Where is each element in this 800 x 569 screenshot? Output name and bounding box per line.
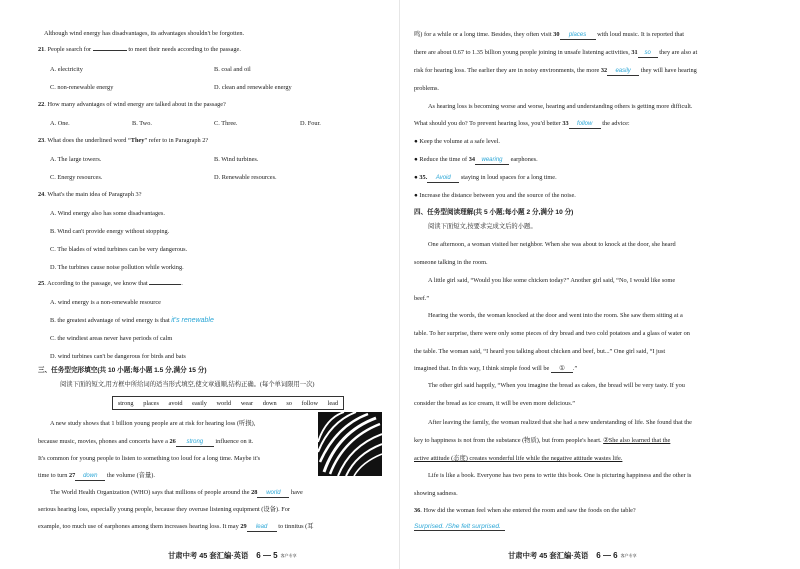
blank-number: 28	[251, 489, 258, 496]
question-text: .	[181, 280, 183, 287]
option-25-a: A. wind energy is a non-renewable resource	[50, 299, 161, 306]
handwritten-answer: Surprised. /She felt surprised.	[414, 523, 505, 531]
option-23-b: B. Wind turbines.	[214, 156, 259, 163]
question-number: 22	[38, 101, 45, 108]
story-line: someone talking in the room.	[414, 259, 488, 266]
option-25-b	[50, 316, 214, 325]
blank-number: 35	[419, 174, 426, 181]
passage-line: What should you do? To prevent hearing loss, you'd better 33 follow the advice:	[414, 120, 630, 127]
question-text: . What's the main idea of Paragraph 3?	[44, 191, 142, 198]
story-blank-1: ①	[551, 365, 573, 373]
word-bank	[112, 396, 344, 410]
option-24-a: A. Wind energy also has some disadvantages.	[50, 210, 165, 217]
passage-line: example, too much use of earphones among them increases hearing loss. It may 29 lead to tinnitus (耳	[38, 523, 314, 530]
question-number: 25	[38, 280, 45, 287]
word-bank-item: so	[286, 399, 292, 407]
section-3-instruction: 阅读下面的短文,用方框中所给词的适当形式填空,使文章通顺,结构正确。(每个单词限用一次)	[60, 381, 315, 388]
footer-title: 甘肃中考 45 套汇编·英语	[168, 551, 249, 560]
option-21-c: C. non-renewable energy	[50, 84, 114, 91]
story-line: One afternoon, a woman visited her neighbor. When she was about to knock at the door, she heard	[428, 241, 676, 248]
option-22-c: C. Three.	[214, 120, 238, 127]
bullet-item: ● Reduce the time of 34 wearing earphones.	[414, 156, 538, 163]
answer-blank	[149, 284, 181, 285]
bullet-icon: ●	[414, 138, 418, 145]
option-21-b: B. coal and oil	[214, 66, 251, 73]
filled-blank-28: world	[257, 490, 289, 498]
page-footer	[168, 551, 297, 561]
option-22-d: D. Four.	[300, 120, 321, 127]
option-21-a: A. electricity	[50, 66, 83, 73]
passage-line: The World Health Organization (WHO) says that millions of people around the 28 world have	[50, 489, 303, 496]
option-text: B. the greatest advantage of wind energy is that	[50, 317, 170, 324]
bullet-item: ● Increase the distance between you and the source of the noise.	[414, 192, 576, 199]
story-line: the table. The woman said, “I heard you talking about chicken and beef, but...” One girl said, “I just	[414, 348, 666, 355]
passage-line: risk for hearing loss. The earlier they are in noisy environments, the more 32 easily they will have hearing	[414, 67, 697, 74]
page-number: 6 — 5	[256, 551, 278, 560]
option-24-d: D. The turbines cause noise pollution while working.	[50, 264, 184, 271]
filled-blank-26: strong	[176, 439, 214, 447]
blank-number: 27	[68, 472, 76, 479]
zebra-pattern-image	[318, 412, 382, 476]
filled-blank-34: wearing	[475, 157, 509, 165]
story-line: key to happiness is not from the substance (物质), but from people's heart. ②She also learned that the	[414, 437, 671, 444]
story-line: table. To her surprise, there were only some pieces of dry bread and two cold potatoes and a glass of water on	[414, 330, 690, 337]
word-bank-item: down	[262, 399, 277, 407]
underlined-sentence: ②She also learned that the	[603, 437, 671, 444]
footer-title: 甘肃中考 45 套汇编·英语	[508, 551, 589, 560]
option-23-a: A. The large towers.	[50, 156, 102, 163]
passage-line: As hearing loss is becoming worse and worse, hearing and understanding others is getting more difficult.	[428, 103, 693, 110]
story-line: consider the bread as ice cream, it will be even more delicious.”	[414, 400, 576, 407]
passage-line: time to turn 27 down the volume (音量).	[38, 472, 155, 479]
option-22-b: B. Two.	[132, 120, 152, 127]
story-line: imagined that. In this way, I think simple food will be ① .”	[414, 365, 578, 372]
bullet-item: ● 35. Avoid staying in loud spaces for a long time.	[414, 174, 557, 181]
section-3-title: 三、任务型完形填空(共 10 小题;每小题 1.5 分,满分 15 分)	[38, 367, 207, 374]
option-21-d: D. clean and renewable energy	[214, 84, 292, 91]
underlined-sentence: active attitude (态度) creates wonderful life while the negative attitude wastes life.	[414, 455, 623, 462]
question-22	[38, 100, 226, 109]
story-line	[414, 454, 622, 463]
question-text: . According to the passage, we know that	[44, 280, 148, 287]
passage-line: there are about 0.67 to 1.35 billion young people joining in unsafe listening activities, 31 so they are also at	[414, 49, 698, 56]
passage-line: 鸣) for a while or a long time. Besides, they often visit 30 places with loud music. It is reported that	[414, 31, 685, 38]
question-24	[38, 190, 141, 199]
passage-line: It's common for young people to listen to something too loud for a long time. Maybe it's	[38, 455, 261, 462]
option-23-c: C. Energy resources.	[50, 174, 103, 181]
section-4-title: 四、任务型阅读理解(共 5 小题;每小题 2 分,满分 10 分)	[414, 209, 574, 216]
passage-line: serious hearing loss, especially young people, because they overuse listening equipment (设备). For	[38, 506, 290, 513]
word-bank-item: wear	[240, 399, 254, 407]
bullet-icon: ●	[414, 156, 418, 163]
word-bank-item: avoid	[168, 399, 183, 407]
blank-number: 33	[562, 120, 569, 127]
option-25-c: C. the windiest areas never have periods of calm	[50, 335, 173, 342]
word-bank-item: strong	[117, 399, 134, 407]
filled-blank-27: down	[75, 473, 105, 481]
story-line: beef.”	[414, 295, 430, 302]
bullet-item: ● Keep the volume at a safe level.	[414, 138, 500, 145]
blank-number: 26	[169, 438, 176, 445]
story-line: After leaving the family, the woman realized that she had a new understanding of life. She found that the	[428, 419, 692, 426]
option-24-b: B. Wind can't provide energy without stopping.	[50, 228, 170, 235]
word-bank-item: follow	[301, 399, 318, 407]
option-23-d: D. Renewable resources.	[214, 174, 277, 181]
story-line: Life is like a book. Everyone has two pens to write this book. One is picturing happiness and the other is	[428, 472, 692, 479]
story-line: showing sadness.	[414, 490, 458, 497]
handwritten-answer: it's renewable	[171, 317, 214, 324]
filled-blank-30: places	[560, 32, 596, 40]
story-line: The other girl said happily, “When you imagine the bread as cakes, the bread will be very tasty. If you	[428, 382, 685, 389]
question-25	[38, 279, 183, 288]
section-4-instruction: 阅读下面短文,按要求完成文后的小题。	[428, 223, 537, 230]
question-number: 23	[38, 137, 45, 144]
filled-blank-29: lead	[247, 524, 277, 532]
question-number: 24	[38, 191, 45, 198]
question-number: 21	[38, 46, 45, 53]
filled-blank-35: Avoid	[427, 175, 459, 183]
bullet-icon: ●	[414, 192, 418, 199]
word-bank-item: easily	[192, 399, 207, 407]
filled-blank-33: follow	[569, 121, 601, 129]
question-text: . How many advantages of wind energy are talked about in the passage?	[44, 101, 226, 108]
option-22-a: A. One.	[50, 120, 70, 127]
filled-blank-31: so	[638, 50, 658, 58]
question-21	[38, 45, 241, 54]
question-text: . What does the underlined word “	[44, 137, 131, 144]
question-text: ” refer to in Paragraph 2?	[144, 137, 209, 144]
bullet-icon: ●	[414, 174, 418, 181]
story-line: Hearing the words, the woman knocked at the door and went into the room. She saw them sitting at a	[428, 312, 683, 319]
quoted-word: They	[130, 137, 145, 144]
question-23	[38, 136, 208, 145]
blank-number: 34	[468, 156, 475, 163]
question-36	[414, 506, 636, 515]
blank-number: 32	[600, 67, 608, 74]
word-bank-item: lead	[327, 399, 339, 407]
filled-blank-32: easily	[607, 68, 639, 76]
option-24-c: C. The blades of wind turbines can be very dangerous.	[50, 246, 188, 253]
question-number: 36	[414, 507, 421, 514]
passage-line: because music, movies, phones and concerts have a 26 strong influence on it.	[38, 438, 254, 445]
footer-small-text: 客户专享	[620, 553, 637, 559]
right-page	[400, 0, 800, 569]
answer-blank	[93, 50, 127, 51]
blank-number: 29	[240, 523, 247, 530]
answer-36	[414, 522, 505, 531]
passage-line: A new study shows that 1 billion young people are at risk for hearing loss (听损),	[50, 420, 256, 427]
blank-number: 30	[553, 31, 560, 38]
blank-number: 31	[631, 49, 638, 56]
question-text: . People search for	[44, 46, 92, 53]
word-bank-item: places	[143, 399, 159, 407]
footer-small-text: 客户专享	[280, 553, 297, 559]
passage-line: problems.	[414, 85, 440, 92]
question-text: to meet their needs according to the passage.	[128, 46, 241, 53]
question-text: . How did the woman feel when she entered the room and saw the foods on the table?	[420, 507, 636, 514]
intro-line: Although wind energy has disadvantages, its advantages shouldn't be forgotten.	[44, 30, 245, 37]
option-25-d: D. wind turbines can't be dangerous for birds and bats	[50, 353, 186, 360]
page-number: 6 — 6	[596, 551, 618, 560]
page-footer	[508, 551, 637, 561]
story-line: A little girl said, “Would you like some chicken today?” Another girl said, “No, I would like some	[428, 277, 676, 284]
word-bank-item: world	[216, 399, 232, 407]
